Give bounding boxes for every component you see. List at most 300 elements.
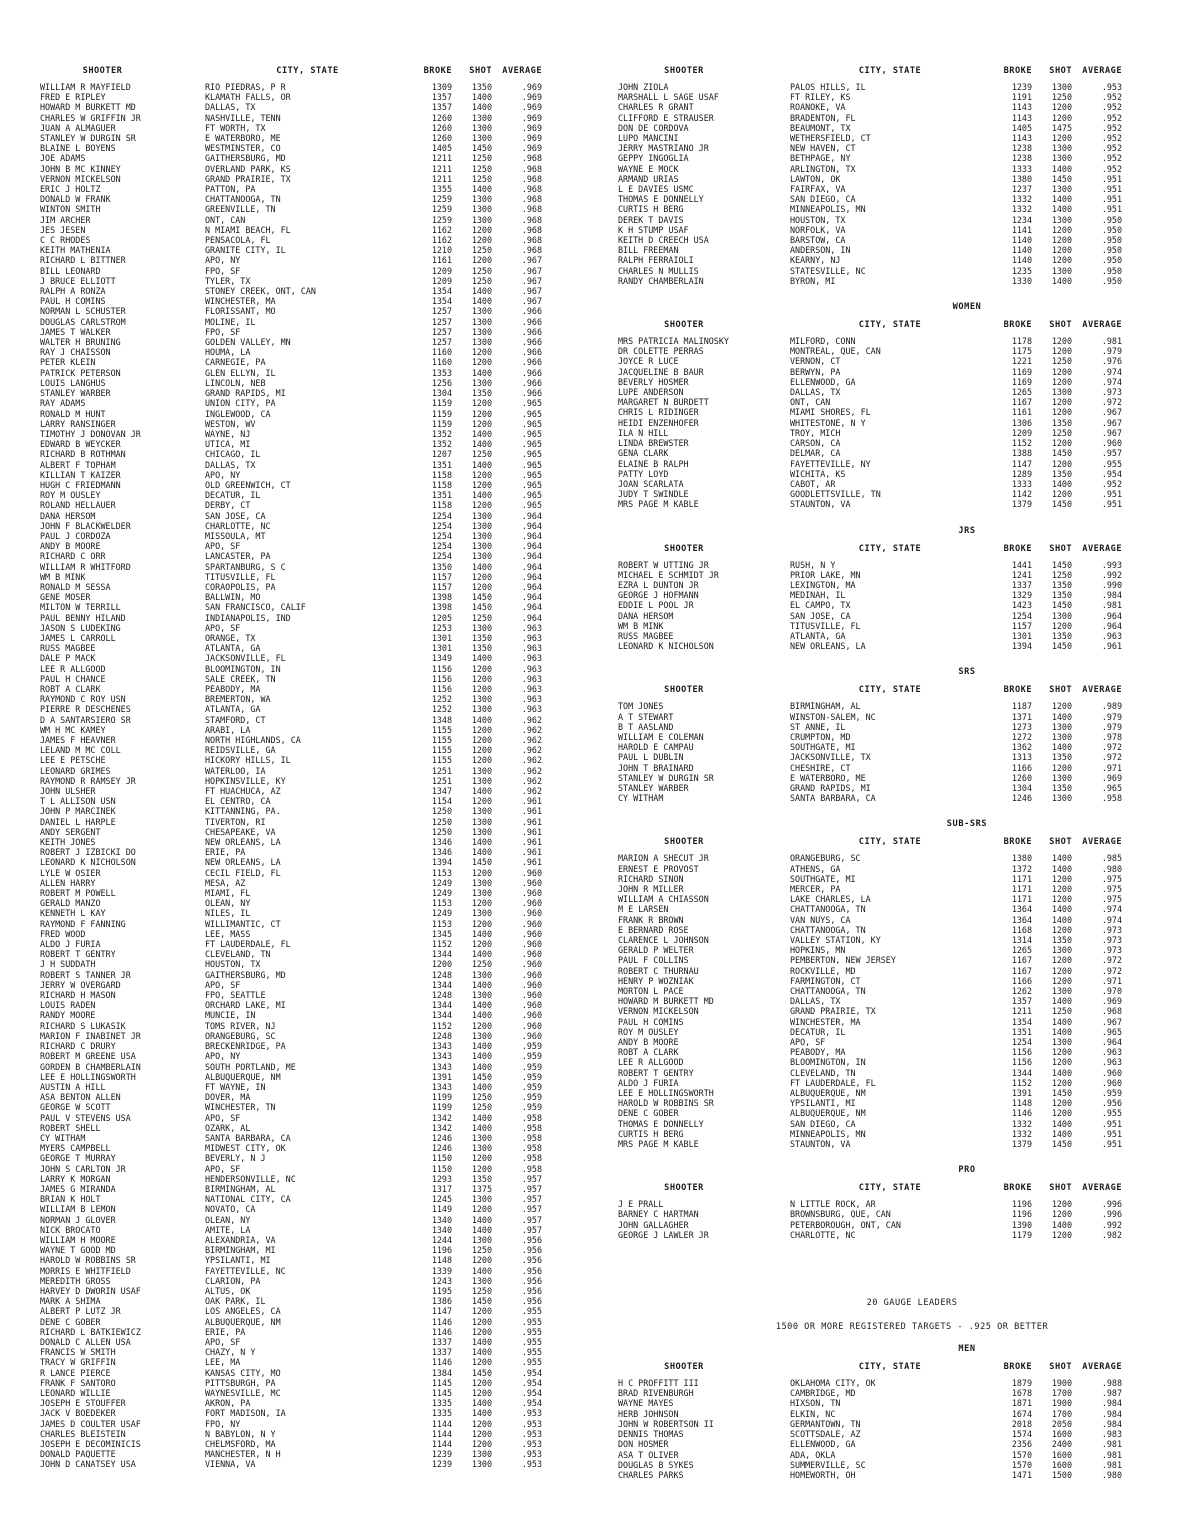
broke-count: 1171: [1011, 894, 1032, 905]
broke-count: 1357: [431, 92, 452, 103]
shot-count: 1250: [471, 612, 492, 623]
city-state: SALE CREEK, TN: [205, 673, 276, 684]
broke-count: 1353: [431, 367, 452, 378]
average-value: .962: [521, 745, 542, 756]
shooter-name: LARRY RANSINGER: [40, 418, 116, 429]
city-state: LEXINGTON, MA: [790, 579, 856, 590]
shot-count: 1400: [471, 184, 492, 195]
shot-count: 1400: [1051, 1067, 1072, 1078]
shot-count: 1400: [1051, 204, 1072, 215]
shooter-name: HEIDI ENZENHOFER: [618, 417, 699, 428]
average-value: .958: [521, 1122, 542, 1133]
shot-count: 1350: [1051, 468, 1072, 479]
city-state: DELMAR, CA: [790, 448, 841, 459]
average-value: .969: [521, 92, 542, 103]
shooter-name: LUPE ANDERSON: [618, 387, 684, 398]
broke-count: 1155: [431, 745, 452, 756]
average-value: .981: [1101, 1459, 1122, 1470]
average-value: .978: [1101, 731, 1122, 742]
broke-count: 1441: [1011, 559, 1032, 570]
city-state: DECATUR, IL: [790, 1026, 846, 1037]
broke-count: 1196: [1011, 1199, 1032, 1210]
city-state: STAUNTON, VA: [790, 1139, 851, 1150]
table-row: [618, 864, 1166, 874]
average-value: .960: [521, 867, 542, 878]
broke-count: 1168: [1011, 924, 1032, 935]
broke-count: 1254: [431, 520, 452, 531]
city-state: BLOOMINGTON, IN: [790, 1057, 866, 1068]
broke-count: 1257: [431, 316, 452, 327]
shot-count: 1300: [1051, 184, 1072, 195]
broke-count: 1351: [1011, 1026, 1032, 1037]
header-broke: BROKE: [1003, 66, 1032, 76]
broke-count: 1259: [431, 204, 452, 215]
shooter-name: PETER KLEIN: [40, 357, 96, 368]
average-value: .961: [521, 847, 542, 858]
city-state: FAYETTEVILLE, NY: [790, 458, 871, 469]
average-value: .959: [521, 1092, 542, 1103]
city-state: ERIE, PA: [205, 847, 246, 858]
shooter-name: CLIFFORD E STRAUSER: [618, 112, 714, 123]
table-row: [40, 1368, 580, 1378]
broke-count: 1253: [431, 622, 452, 633]
broke-count: 1200: [431, 959, 452, 970]
city-state: STAUNTON, VA: [790, 499, 851, 510]
broke-count: 1167: [1011, 965, 1032, 976]
average-value: .966: [521, 347, 542, 358]
table-row: [40, 245, 580, 255]
average-value: .956: [521, 1285, 542, 1296]
average-value: .962: [521, 786, 542, 797]
shooter-name: ALLEN HARRY: [40, 877, 96, 888]
table-row: [40, 1286, 580, 1296]
average-value: .953: [521, 1449, 542, 1460]
shooter-name: H C PROFFITT III: [618, 1378, 699, 1389]
average-value: .964: [1101, 1037, 1122, 1048]
table-row: [40, 735, 580, 745]
header-shooter: SHOOTER: [664, 320, 704, 331]
shooter-name: WILLIAM E COLEMAN: [618, 731, 704, 742]
table-row: [40, 1276, 580, 1286]
average-value: .959: [521, 1051, 542, 1062]
average-value: .960: [521, 888, 542, 899]
broke-count: 1250: [431, 816, 452, 827]
shot-count: 1400: [471, 1214, 492, 1225]
city-state: APO, SF: [205, 541, 241, 552]
broke-count: 1313: [1011, 752, 1032, 763]
shooter-name: HUGH C FRIEDMANN: [40, 479, 121, 490]
city-state: HOUMA, LA: [205, 347, 251, 358]
table-row: [40, 898, 580, 908]
shot-count: 1200: [471, 479, 492, 490]
city-state: MINNEAPOLIS, MN: [790, 1128, 866, 1139]
shooter-name: MRS PATRICIA MALINOSKY: [618, 336, 729, 347]
shooter-name: RAYMOND C ROY USN: [40, 694, 126, 705]
shooter-name: LEE R ALLGOOD: [40, 663, 106, 674]
table-row: [40, 490, 580, 500]
shot-count: 1450: [1051, 600, 1072, 611]
table-row: [40, 296, 580, 306]
broke-count: 1146: [431, 1326, 452, 1337]
average-value: .964: [1101, 620, 1122, 631]
broke-count: 1329: [1011, 590, 1032, 601]
broke-count: 1249: [431, 908, 452, 919]
average-value: .965: [521, 439, 542, 450]
city-state: WICHITA, KS: [790, 468, 846, 479]
city-state: SPARTANBURG, S C: [205, 561, 286, 572]
broke-count: 1143: [1011, 112, 1032, 123]
shot-count: 1300: [471, 316, 492, 327]
city-state: HOUSTON, TX: [790, 214, 846, 225]
shot-count: 1200: [1051, 873, 1072, 884]
shot-count: 1250: [471, 275, 492, 286]
average-value: .958: [1101, 793, 1122, 804]
average-value: .968: [521, 224, 542, 235]
broke-count: 1246: [431, 1132, 452, 1143]
shooter-name: ROY M OUSLEY: [618, 1026, 679, 1037]
shot-count: 1450: [471, 143, 492, 154]
average-value: .972: [1101, 397, 1122, 408]
city-state: CORAOPOLIS, PA: [205, 581, 276, 592]
broke-count: 1391: [431, 1071, 452, 1082]
shooter-name: PAUL H COMINS: [618, 1016, 684, 1027]
table-row: [40, 1164, 580, 1174]
city-state: ONT, CAN: [205, 214, 246, 225]
table-row: [618, 570, 1166, 580]
city-state: ARABI, LA: [205, 724, 251, 735]
header-broke: BROKE: [1003, 1183, 1032, 1194]
city-state: SAN JOSE, CA: [205, 510, 266, 521]
table-row: [618, 1378, 1166, 1388]
table-row: [40, 255, 580, 265]
average-value: .955: [1101, 458, 1122, 469]
broke-count: 1210: [431, 245, 452, 256]
broke-count: 1344: [431, 1010, 452, 1021]
shooter-name: RAY J CHAISSON: [40, 347, 111, 358]
average-value: .963: [521, 704, 542, 715]
average-value: .966: [521, 326, 542, 337]
table-row: [618, 1088, 1166, 1098]
shooter-name: LYLE W OSIER: [40, 867, 101, 878]
shot-count: 1200: [1051, 1199, 1072, 1210]
city-state: MINNEAPOLIS, MN: [790, 204, 866, 215]
average-value: .965: [1101, 1026, 1122, 1037]
table-row: [618, 397, 1166, 407]
city-state: UNION CITY, PA: [205, 398, 276, 409]
shot-count: 1200: [471, 1439, 492, 1450]
shooter-name: PATRICK PETERSON: [40, 367, 121, 378]
header-shot: SHOT: [1049, 837, 1072, 848]
city-state: FLORISSANT, MO: [205, 306, 276, 317]
average-value: .968: [521, 204, 542, 215]
broke-count: 1333: [1011, 163, 1032, 174]
women-table-body: [618, 336, 1166, 509]
shot-count: 1300: [471, 694, 492, 705]
average-value: .963: [521, 632, 542, 643]
city-state: HIXSON, TN: [790, 1398, 841, 1409]
average-value: .967: [1101, 417, 1122, 428]
broke-count: 1574: [1011, 1429, 1032, 1440]
shot-count: 1200: [471, 224, 492, 235]
table-row: [40, 745, 580, 755]
jrs-table-body: [618, 560, 1166, 652]
city-state: GREENVILLE, TN: [205, 204, 276, 215]
shooter-name: DENNIS THOMAS: [618, 1429, 684, 1440]
table-row: [40, 602, 580, 612]
broke-count: 1148: [1011, 1098, 1032, 1109]
average-value: .961: [521, 826, 542, 837]
average-value: .969: [521, 102, 542, 113]
table-row: [40, 174, 580, 184]
shooter-name: MYERS CAMPBELL: [40, 1143, 111, 1154]
city-state: EL CAMPO, TX: [790, 600, 851, 611]
city-state: TITUSVILLE, FL: [205, 571, 276, 582]
city-state: BIRMINGHAM, AL: [205, 1183, 276, 1194]
shooter-name: STANLEY W DURGIN SR: [40, 133, 136, 144]
shot-count: 1300: [471, 877, 492, 888]
average-value: .950: [1101, 265, 1122, 276]
broke-count: 1153: [431, 918, 452, 929]
average-value: .973: [1101, 387, 1122, 398]
broke-count: 1167: [1011, 955, 1032, 966]
city-state: YPSILANTI, MI: [790, 1098, 856, 1109]
shot-count: 1200: [471, 735, 492, 745]
broke-count: 1348: [431, 714, 452, 725]
shot-count: 1300: [471, 510, 492, 521]
table-row: [40, 1408, 580, 1418]
shot-count: 1300: [471, 326, 492, 337]
city-state: ALEXANDRIA, VA: [205, 1234, 276, 1245]
shooter-name: DANIEL L HARPLE: [40, 816, 116, 827]
shooter-name: LEE E PETSCHE: [40, 755, 106, 766]
city-state: VIENNA, VA: [205, 1459, 256, 1470]
table-row: [618, 925, 1166, 935]
average-value: .974: [1101, 914, 1122, 925]
broke-count: 1146: [431, 1357, 452, 1368]
broke-count: 1309: [431, 82, 452, 92]
broke-count: 1260: [431, 112, 452, 123]
table-row: [40, 153, 580, 163]
broke-count: 1199: [431, 1092, 452, 1103]
average-value: .958: [521, 1132, 542, 1143]
shooter-name: HARVEY D DWORIN USAF: [40, 1285, 141, 1296]
shot-count: 1200: [471, 745, 492, 756]
shooter-name: FRANK F SANTORO: [40, 1377, 116, 1388]
broke-count: 1159: [431, 408, 452, 419]
shooter-name: GEORGE J HOFMANN: [618, 590, 699, 601]
average-value: .960: [521, 877, 542, 888]
header-city-state: CITY, STATE: [858, 837, 922, 848]
shot-count: 1300: [471, 133, 492, 144]
table-row: [618, 752, 1166, 762]
broke-count: 1169: [1011, 366, 1032, 377]
table-row: [40, 1072, 580, 1082]
shot-count: 1400: [471, 1265, 492, 1276]
average-value: .950: [1101, 224, 1122, 235]
city-state: GAITHERSBURG, MD: [205, 153, 286, 164]
shot-count: 1200: [471, 1357, 492, 1368]
shooter-name: JOHN B MC KINNEY: [40, 163, 121, 174]
broke-count: 1157: [431, 581, 452, 592]
shot-count: 1200: [1051, 112, 1072, 123]
shot-count: 1200: [1051, 701, 1072, 712]
city-state: KANSAS CITY, MO: [205, 1367, 281, 1378]
city-state: SAN DIEGO, CA: [790, 1118, 856, 1129]
shooter-name: BARNEY C HARTMAN: [618, 1209, 699, 1220]
average-value: .972: [1101, 955, 1122, 966]
table-row: [618, 499, 1166, 509]
table-row: [618, 1108, 1166, 1118]
broke-count: 1350: [431, 561, 452, 572]
shot-count: 1200: [471, 408, 492, 419]
table-row: [40, 1439, 580, 1449]
average-value: .996: [1101, 1199, 1122, 1210]
average-value: .954: [1101, 468, 1122, 479]
table-row: [40, 1184, 580, 1194]
shot-count: 1400: [471, 1224, 492, 1235]
shooter-name: ALDO J FURIA: [40, 939, 101, 950]
table-row: [40, 1449, 580, 1459]
sub-srs-table-body: [618, 853, 1166, 1149]
broke-count: 1166: [1011, 975, 1032, 986]
average-value: .966: [521, 377, 542, 388]
broke-count: 1343: [431, 1081, 452, 1092]
city-state: APO, SF: [205, 1163, 241, 1174]
average-value: .960: [521, 918, 542, 929]
shot-count: 1450: [1051, 499, 1072, 510]
city-state: MONTREAL, QUE, CAN: [790, 346, 881, 357]
table-row: [40, 1306, 580, 1316]
shot-count: 1200: [1051, 235, 1072, 246]
shot-count: 1200: [471, 1316, 492, 1327]
broke-count: 1343: [431, 1061, 452, 1072]
table-row: [618, 1230, 1166, 1240]
average-value: .956: [521, 1296, 542, 1307]
city-state: GRAND RAPIDS, MI: [205, 388, 286, 399]
broke-count: 1871: [1011, 1398, 1032, 1409]
average-value: .952: [1101, 143, 1122, 154]
broke-count: 1304: [1011, 782, 1032, 793]
shot-count: 1400: [471, 1122, 492, 1133]
shooter-name: ALBERT P LUTZ JR: [40, 1306, 121, 1317]
shot-count: 1400: [471, 428, 492, 439]
city-state: BIRMINGHAM, MI: [205, 1245, 276, 1256]
average-value: .968: [521, 184, 542, 195]
shot-count: 1300: [471, 1449, 492, 1460]
shooter-name: ERNEST E PROVOST: [618, 863, 699, 874]
average-value: .963: [521, 673, 542, 684]
city-state: MIAMI, FL: [205, 888, 251, 899]
shot-count: 1200: [471, 255, 492, 266]
shot-count: 1400: [471, 949, 492, 960]
average-value: .963: [1101, 1057, 1122, 1068]
shooter-name: THOMAS E DONNELLY: [618, 1118, 704, 1129]
shooter-name: JOHN S CARLTON JR: [40, 1163, 126, 1174]
shooter-name: MORTON L PACE: [618, 986, 684, 997]
shot-count: 1250: [471, 449, 492, 460]
shot-count: 1400: [471, 286, 492, 297]
average-value: .964: [521, 551, 542, 562]
average-value: .979: [1101, 721, 1122, 732]
table-row: [40, 378, 580, 388]
header-city-state: CITY, STATE: [858, 543, 922, 554]
average-value: .955: [521, 1316, 542, 1327]
shot-count: 1200: [1051, 376, 1072, 387]
shooter-name: DENE C GOBER: [618, 1108, 679, 1119]
shooter-name: MARION A SHECUT JR: [618, 853, 709, 864]
table-row: [40, 796, 580, 806]
table-row: [618, 894, 1166, 904]
shot-count: 1250: [471, 173, 492, 184]
shooter-name: RAYMOND F FANNING: [40, 918, 126, 929]
table-row: [40, 184, 580, 194]
city-state: SAN DIEGO, CA: [790, 194, 856, 205]
women-table-header: [618, 320, 1166, 330]
broke-count: 1249: [431, 888, 452, 899]
shooter-name: ARMAND URIAS: [618, 173, 679, 184]
city-state: YPSILANTI, MI: [205, 1255, 271, 1266]
shooter-name: KEITH D CREECH USA: [618, 235, 709, 246]
average-value: .969: [521, 143, 542, 154]
shooter-name: RANDY CHAMBERLAIN: [618, 275, 704, 286]
city-state: CHICAGO, IL: [205, 449, 261, 460]
shooter-name: JOAN SCARLATA: [618, 478, 684, 489]
table-row: [40, 1245, 580, 1255]
broke-count: 1674: [1011, 1408, 1032, 1419]
table-row: [618, 853, 1166, 863]
broke-count: 1257: [431, 306, 452, 317]
shot-count: 1200: [1051, 458, 1072, 469]
shooter-name: THOMAS E DONNELLY: [618, 194, 704, 205]
broke-count: 1249: [431, 877, 452, 888]
shot-count: 1250: [1051, 427, 1072, 438]
table-row: [40, 1378, 580, 1388]
broke-count: 1156: [431, 663, 452, 674]
city-state: APO, SF: [790, 1037, 826, 1048]
shot-count: 1400: [471, 1041, 492, 1052]
shooter-name: GEORGE W SCOTT: [40, 1102, 111, 1113]
broke-count: 1260: [1011, 772, 1032, 783]
average-value: .981: [1101, 600, 1122, 611]
average-value: .959: [1101, 1088, 1122, 1099]
city-state: ATLANTA, GA: [205, 643, 261, 654]
broke-count: 1154: [431, 796, 452, 807]
shooter-name: GEORGE T MURRAY: [40, 1153, 116, 1164]
shot-count: 1300: [471, 337, 492, 348]
shooter-name: GERALD MANZO: [40, 898, 101, 909]
table-row: [40, 204, 580, 214]
average-value: .962: [521, 765, 542, 776]
average-value: .964: [521, 541, 542, 552]
city-state: BRECKENRIDGE, PA: [205, 1041, 286, 1052]
city-state: CLEVELAND, TN: [205, 949, 271, 960]
average-value: .956: [521, 1245, 542, 1256]
broke-count: 1364: [1011, 904, 1032, 915]
shooter-name: NORMAN L SCHUSTER: [40, 306, 126, 317]
table-row: [40, 368, 580, 378]
shot-count: 1300: [471, 1275, 492, 1286]
shooter-name: JUDY T SWINDLE: [618, 489, 689, 500]
shot-count: 1400: [1051, 904, 1072, 915]
shooter-name: FRANK R BROWN: [618, 914, 684, 925]
shooter-name: LEONARD K NICHOLSON: [618, 641, 714, 652]
broke-count: 2018: [1011, 1418, 1032, 1429]
city-state: FPO, NY: [205, 1418, 241, 1429]
table-row: [618, 783, 1166, 793]
shot-count: 1200: [471, 1428, 492, 1439]
shooter-name: HOWARD M BURKETT MD: [40, 102, 136, 113]
shot-count: 1200: [1051, 955, 1072, 966]
